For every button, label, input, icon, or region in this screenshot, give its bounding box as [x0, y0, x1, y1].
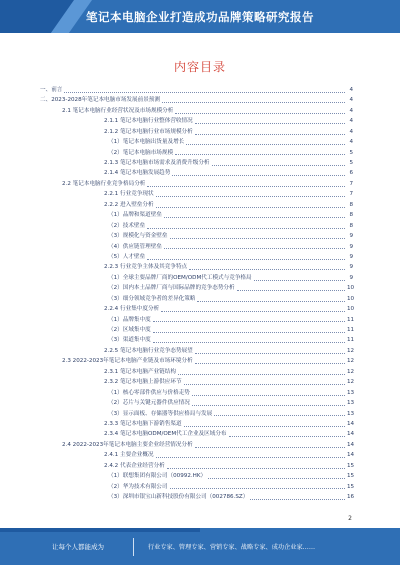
toc-leader-dots — [250, 499, 345, 500]
footer-tagline: 行业专家、管理专家、营销专家、战略专家、成功企业家…… — [148, 544, 316, 551]
toc-entry-page: 4 — [349, 107, 353, 114]
toc-leader-dots — [254, 280, 345, 281]
toc-entry-page: 13 — [347, 400, 355, 407]
toc-leader-dots — [147, 228, 345, 229]
toc-entry-page: 9 — [349, 233, 353, 240]
toc-entry-title: 2.2.4 行业集中度分析 — [104, 306, 160, 313]
toc-entry-page: 14 — [347, 452, 355, 459]
toc-entry[interactable] — [40, 409, 353, 419]
toc-entry-page: 7 — [349, 191, 353, 198]
toc-leader-dots — [172, 175, 345, 176]
toc-entry[interactable] — [40, 325, 353, 335]
toc-entry[interactable] — [40, 148, 353, 158]
toc-leader-dots — [156, 207, 345, 208]
toc-entry-page: 10 — [347, 306, 355, 313]
toc-entry-title: （2）芯片与关键元器件供应情况 — [108, 400, 190, 407]
toc-entry[interactable] — [40, 346, 353, 356]
toc-entry[interactable] — [40, 273, 353, 283]
toc-entry-title: （1）品牌集中度 — [108, 316, 151, 323]
toc-entry-title: （1）全球主要品牌厂商的OEM/ODM代工模式与竞争格局 — [108, 274, 252, 281]
toc-leader-dots — [192, 405, 345, 406]
toc-entry-title: 2.1.1 笔记本电脑行业整体营收情况 — [104, 118, 193, 125]
toc-entry-title: 2.2.2 进入壁垒分析 — [104, 201, 154, 208]
toc-entry-page: 4 — [349, 97, 353, 104]
toc-entry-page: 12 — [347, 347, 355, 354]
toc-entry-page: 4 — [349, 86, 353, 93]
toc-entry-page: 12 — [347, 368, 355, 375]
toc-leader-dots — [192, 395, 345, 396]
toc-entry-page: 4 — [349, 139, 353, 146]
page-footer — [0, 528, 400, 565]
toc-leader-dots — [195, 353, 345, 354]
toc-entry[interactable] — [40, 450, 353, 460]
toc-entry[interactable] — [40, 127, 353, 137]
toc-leader-dots — [178, 374, 345, 375]
toc-entry-page: 16 — [347, 494, 355, 501]
toc-entry[interactable] — [40, 158, 353, 168]
toc-entry-page: 14 — [347, 431, 355, 438]
toc-entry-title: （2）华为技术有限公司 — [108, 483, 168, 490]
toc-entry-title: （1）联想集团有限公司（00992.HK） — [108, 473, 207, 480]
toc-entry-title: 2.1 笔记本电脑行业经营状况及市场规模分析 — [62, 107, 174, 114]
toc-entry-page: 14 — [347, 420, 355, 427]
toc-entry-page: 15 — [347, 483, 355, 490]
toc-leader-dots — [164, 217, 345, 218]
toc-entry-title: 2.1.3 笔记本电脑市场需求及消费升级分析 — [104, 160, 210, 167]
toc-entry-page: 9 — [349, 243, 353, 250]
toc-entry[interactable] — [40, 388, 353, 398]
toc-leader-dots — [214, 415, 345, 416]
toc-entry-page: 8 — [349, 222, 353, 229]
page-number: 2 — [348, 515, 352, 522]
toc-entry-title: （4）供应链管理壁垒 — [108, 243, 162, 250]
toc-entry[interactable] — [40, 461, 353, 471]
toc-entry[interactable] — [40, 116, 353, 126]
toc-leader-dots — [147, 259, 345, 260]
toc-leader-dots — [170, 238, 346, 239]
toc-leader-dots — [175, 154, 345, 155]
toc-entry[interactable] — [40, 367, 353, 377]
toc-entry-title: 2.2.5 笔记本电脑行业竞争态势展望 — [104, 347, 193, 354]
toc-entry-page: 12 — [347, 379, 355, 386]
toc-entry[interactable] — [40, 106, 353, 116]
toc-entry-title: （5）人才壁垒 — [108, 253, 146, 260]
toc-entry-page: 8 — [349, 212, 353, 219]
report-title: 笔记本电脑企业打造成功品牌策略研究报告 — [86, 10, 314, 24]
toc-entry-title: 2.3.3 笔记本电脑下游销售渠道 — [104, 420, 182, 427]
toc-entry[interactable] — [40, 221, 353, 231]
toc-entry-title: 2.2 笔记本电脑行业竞争格局分析 — [62, 180, 146, 187]
toc-entry-title: （3）规模化与资金壁垒 — [108, 233, 168, 240]
toc-leader-dots — [186, 144, 345, 145]
toc-leader-dots — [153, 342, 345, 343]
toc-entry[interactable] — [40, 304, 353, 314]
toc-entry-title: 2.1.4 笔记本电脑发展趋势 — [104, 170, 171, 177]
toc-leader-dots — [175, 113, 345, 114]
toc-leader-dots — [153, 332, 345, 333]
toc-entry-page: 11 — [347, 316, 355, 323]
toc-entry-title: 2.4 2022-2023年笔记本电脑主要企业经营情况分析 — [62, 441, 193, 448]
toc-entry-page: 4 — [349, 128, 353, 135]
toc-entry-title: 2.3.2 笔记本电脑上游供应环节 — [104, 379, 182, 386]
toc-entry-title: 2.3 2022-2023年笔记本电脑产业链及市场环境分析 — [62, 358, 193, 365]
toc-entry-page: 13 — [347, 410, 355, 417]
toc-entry-title: 2.4.1 主要企业概况 — [104, 452, 154, 459]
toc-leader-dots — [195, 123, 345, 124]
toc-entry-page: 7 — [349, 180, 353, 187]
toc-leader-dots — [195, 447, 345, 448]
toc-entry-title: （3）渠道集中度 — [108, 337, 151, 344]
toc-leader-dots — [184, 426, 345, 427]
toc-leader-dots — [189, 269, 345, 270]
toc-entry-title: （2）区域集中度 — [108, 327, 151, 334]
toc-entry-title: （1）笔记本电脑出货量及增长 — [108, 139, 185, 146]
toc-leader-dots — [164, 248, 345, 249]
toc-leader-dots — [195, 363, 345, 364]
toc-entry-page: 8 — [349, 201, 353, 208]
toc-entry-title: （2）笔记本电脑市场规模 — [108, 149, 174, 156]
toc-entry-page: 5 — [349, 149, 353, 156]
toc-entry-page: 11 — [347, 337, 355, 344]
footer-decoration — [0, 528, 200, 532]
toc-entry[interactable] — [40, 252, 353, 262]
toc-entry[interactable] — [40, 492, 353, 502]
toc-entry[interactable] — [40, 200, 353, 210]
footer-divider — [133, 538, 134, 556]
toc-entry-title: 2.2.1 行业竞争现状 — [104, 191, 154, 198]
toc-leader-dots — [208, 478, 345, 479]
toc-entry-title: （2）国内本土品牌厂商与国际品牌的竞争态势分析 — [108, 285, 235, 292]
toc-entry-title: （1）核心零部件供应与价格走势 — [108, 389, 190, 396]
toc-leader-dots — [153, 321, 345, 322]
toc-entry-title: 一、前言 — [40, 86, 63, 93]
toc-entry[interactable] — [40, 262, 353, 272]
toc-leader-dots — [212, 165, 345, 166]
toc-entry[interactable] — [40, 356, 353, 366]
toc-entry[interactable] — [40, 471, 353, 481]
toc-leader-dots — [156, 196, 345, 197]
toc-entry[interactable] — [40, 336, 353, 346]
toc-entry-page: 9 — [349, 274, 353, 281]
toc-entry-title: 2.1.2 笔记本电脑行业市场规模分析 — [104, 128, 193, 135]
toc-entry[interactable] — [40, 440, 353, 450]
toc-entry[interactable] — [40, 95, 353, 105]
toc-entry[interactable] — [40, 210, 353, 220]
toc-entry-page: 12 — [347, 358, 355, 365]
toc-entry-page: 15 — [347, 473, 355, 480]
toc-entry[interactable] — [40, 242, 353, 252]
toc-leader-dots — [167, 468, 345, 469]
toc-entry-title: 2.3.4 笔记本电脑ODM/OEM代工企业及区域分布 — [104, 431, 227, 438]
toc-leader-dots — [170, 488, 346, 489]
toc-leader-dots — [156, 457, 345, 458]
toc-entry[interactable] — [40, 294, 353, 304]
toc-leader-dots — [161, 311, 345, 312]
footer-slogan: 让每个人都能成为 — [52, 543, 104, 551]
toc-entry-page: 13 — [347, 389, 355, 396]
toc-entry[interactable] — [40, 283, 353, 293]
toc-entry[interactable] — [40, 85, 353, 95]
toc-entry-page: 6 — [349, 170, 353, 177]
toc-leader-dots — [229, 436, 345, 437]
toc-entry-page: 14 — [347, 441, 355, 448]
toc-entry[interactable] — [40, 189, 353, 199]
toc-leader-dots — [195, 134, 345, 135]
toc-entry[interactable] — [40, 179, 353, 189]
toc-entry-title: 二、2023-2028年笔记本电脑市场发展前景预测 — [40, 97, 160, 104]
toc-entry[interactable] — [40, 377, 353, 387]
toc-entry-page: 11 — [347, 327, 355, 334]
toc-leader-dots — [64, 92, 345, 93]
toc-entry-page: 5 — [349, 160, 353, 167]
toc-entry-title: （3）显示面板、存储器等供应格局与发展 — [108, 410, 213, 417]
toc-entry-page: 10 — [347, 295, 355, 302]
toc-entry-page: 9 — [349, 264, 353, 271]
table-of-contents — [40, 85, 353, 503]
toc-entry-title: （2）技术壁垒 — [108, 222, 146, 229]
toc-entry[interactable] — [40, 137, 353, 147]
toc-entry-title: （3）深圳市银宝山新科技股份有限公司（002786.SZ） — [108, 494, 249, 501]
toc-entry-page: 9 — [349, 253, 353, 260]
toc-leader-dots — [162, 102, 345, 103]
report-header — [0, 0, 400, 33]
toc-leader-dots — [197, 301, 345, 302]
toc-heading: 内容目录 — [173, 60, 226, 74]
toc-entry-page: 10 — [347, 285, 355, 292]
toc-entry-title: （1）品牌和渠道壁垒 — [108, 212, 162, 219]
toc-entry[interactable] — [40, 315, 353, 325]
toc-entry-title: 2.4.2 代表企业经营分析 — [104, 462, 165, 469]
toc-entry-title: 2.3.1 笔记本电脑产业链结构 — [104, 368, 176, 375]
toc-entry-page: 15 — [347, 462, 355, 469]
toc-entry[interactable] — [40, 231, 353, 241]
toc-entry[interactable] — [40, 398, 353, 408]
toc-entry[interactable] — [40, 482, 353, 492]
toc-leader-dots — [237, 290, 345, 291]
toc-entry-title: 2.2.3 行业竞争主体及其竞争特点 — [104, 264, 188, 271]
toc-entry-page: 4 — [349, 118, 353, 125]
toc-entry[interactable] — [40, 429, 353, 439]
toc-leader-dots — [147, 186, 345, 187]
toc-entry-title: （3）细分领域竞争者的差异化策略 — [108, 295, 196, 302]
toc-entry[interactable] — [40, 419, 353, 429]
toc-leader-dots — [184, 384, 345, 385]
toc-entry[interactable] — [40, 169, 353, 179]
